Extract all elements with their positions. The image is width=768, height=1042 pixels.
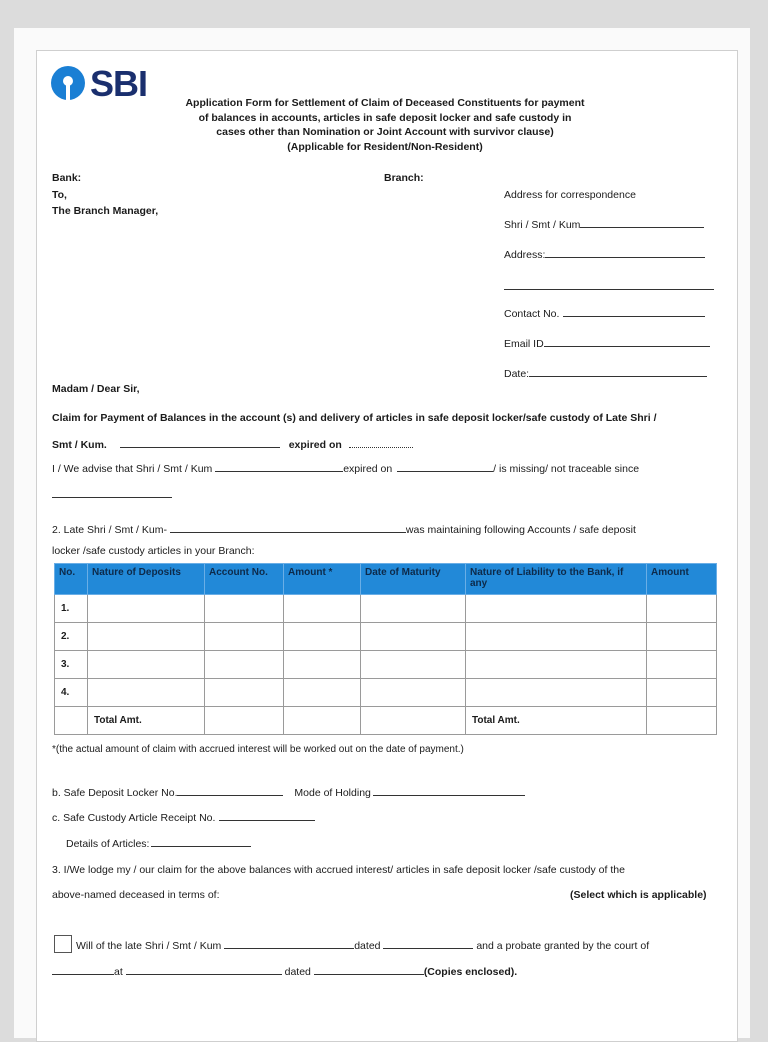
probate-label: and a probate granted by the court of — [476, 940, 650, 952]
section3-line-2: above-named deceased in terms of: — [52, 889, 220, 901]
table-cell[interactable] — [205, 623, 284, 651]
mode-label: Mode of Holding — [294, 787, 371, 799]
section2-prefix: 2. Late Shri / Smt / Kum- — [52, 524, 167, 536]
table-cell[interactable] — [284, 651, 361, 679]
copies-label: (Copies enclosed). — [423, 966, 518, 978]
table-cell[interactable] — [647, 595, 717, 623]
missing-since-line[interactable] — [52, 497, 172, 498]
claim-line-1: Claim for Payment of Balances in the account (s) and delivery of articles in safe deposit locker/safe custody of Late Shri / — [52, 412, 657, 424]
name-field[interactable] — [504, 219, 704, 231]
section3-line-1: 3. I/We lodge my / our claim for the above balances with accrued interest/ articles in safe deposit locker /safe custody of the — [52, 864, 625, 876]
total-label-left: Total Amt. — [88, 707, 205, 735]
contact-field[interactable] — [504, 308, 705, 320]
branch-label: Branch: — [384, 172, 424, 184]
deposits-table — [54, 563, 717, 735]
select-note: (Select which is applicable) — [570, 889, 707, 901]
email-line[interactable] — [544, 346, 710, 347]
table-cell[interactable] — [88, 651, 205, 679]
locker-no-line[interactable] — [177, 795, 283, 796]
table-cell[interactable] — [647, 623, 717, 651]
table-cell[interactable] — [466, 595, 647, 623]
advise-line — [52, 463, 639, 475]
col-date-of-maturity: Date of Maturity — [361, 564, 466, 595]
table-cell[interactable] — [88, 679, 205, 707]
row-number: 2. — [55, 623, 88, 651]
table-cell[interactable] — [205, 707, 284, 735]
table-cell[interactable] — [361, 595, 466, 623]
table-cell[interactable] — [284, 623, 361, 651]
advise-expired-label: expired on — [343, 463, 393, 475]
row-number: 3. — [55, 651, 88, 679]
bank-label: Bank: — [52, 172, 82, 184]
title-line: cases other than Nomination or Joint Account with survivor clause) — [216, 126, 554, 138]
will-date-line[interactable] — [383, 948, 473, 949]
details-line — [66, 838, 251, 850]
deceased-name-line[interactable] — [120, 447, 280, 448]
address-label: Address: — [504, 249, 546, 261]
col-liability: Nature of Liability to the Bank, if any — [466, 564, 647, 595]
section2-suffix: was maintaining following Accounts / safe deposit — [405, 524, 636, 536]
table-cell — [55, 707, 88, 735]
date-field[interactable] — [504, 368, 707, 380]
name-label: Shri / Smt / Kum — [504, 219, 581, 231]
sbi-keyhole-icon — [50, 65, 86, 101]
dated2-label: dated — [284, 966, 311, 978]
table-cell[interactable] — [466, 623, 647, 651]
advise-prefix: I / We advise that Shri / Smt / Kum — [52, 463, 213, 475]
advise-missing-label: / is missing/ not traceable since — [493, 463, 640, 475]
salutation: Madam / Dear Sir, — [52, 383, 140, 395]
table-row — [55, 679, 717, 707]
claim-line-2 — [52, 439, 413, 451]
table-cell[interactable] — [88, 595, 205, 623]
will-dated-label: dated — [354, 940, 381, 952]
will-name-line[interactable] — [224, 948, 354, 949]
total-row — [55, 707, 717, 735]
name-line[interactable] — [580, 227, 704, 228]
sbi-logo — [50, 65, 160, 105]
table-cell[interactable] — [466, 679, 647, 707]
table-cell[interactable] — [284, 707, 361, 735]
table-row — [55, 623, 717, 651]
custody-receipt-line[interactable] — [219, 820, 315, 821]
advise-date-line[interactable] — [397, 471, 493, 472]
custody-label: c. Safe Custody Article Receipt No. — [52, 812, 216, 824]
will-line-1 — [76, 940, 649, 952]
table-cell[interactable] — [88, 623, 205, 651]
dated2-line[interactable] — [314, 974, 424, 975]
table-cell[interactable] — [361, 707, 466, 735]
row-number: 4. — [55, 679, 88, 707]
col-nature-of-deposits: Nature of Deposits — [88, 564, 205, 595]
address-field[interactable] — [504, 249, 705, 261]
section2-line-2: locker /safe custody articles in your Branch: — [52, 545, 255, 557]
title-line: Application Form for Settlement of Claim of Deceased Constituents for payment — [185, 97, 585, 109]
locker-label: b. Safe Deposit Locker No. — [52, 787, 178, 799]
table-cell[interactable] — [647, 651, 717, 679]
locker-line — [52, 787, 525, 799]
expired-date-line[interactable] — [349, 447, 413, 448]
address-line-2[interactable] — [504, 289, 714, 290]
table-cell[interactable] — [361, 623, 466, 651]
footnote: *(the actual amount of claim with accrued interest will be worked out on the date of payment.) — [52, 744, 464, 755]
table-cell[interactable] — [205, 651, 284, 679]
table-cell[interactable] — [205, 679, 284, 707]
col-account-no: Account No. — [205, 564, 284, 595]
at-line[interactable] — [126, 974, 282, 975]
col-no: No. — [55, 564, 88, 595]
table-cell[interactable] — [361, 651, 466, 679]
table-cell[interactable] — [466, 651, 647, 679]
table-cell[interactable] — [284, 595, 361, 623]
will-checkbox[interactable] — [54, 935, 72, 953]
table-cell[interactable] — [647, 707, 717, 735]
custody-line — [52, 812, 315, 824]
court-line[interactable] — [52, 974, 114, 975]
section2-name-line[interactable] — [170, 532, 406, 533]
details-line-field[interactable] — [151, 846, 251, 847]
email-field[interactable] — [504, 338, 710, 350]
at-label: at — [114, 966, 123, 978]
row-number: 1. — [55, 595, 88, 623]
claim-title-prefix: Smt / Kum. — [52, 439, 107, 451]
correspondence-heading: Address for correspondence — [504, 189, 636, 201]
table-cell[interactable] — [647, 679, 717, 707]
section2-line-1 — [52, 524, 636, 536]
email-label: Email ID — [504, 338, 544, 350]
table-header-row — [55, 564, 717, 595]
to-label: To, — [52, 189, 67, 201]
table-cell[interactable] — [205, 595, 284, 623]
advise-name-line[interactable] — [215, 471, 343, 472]
form-title — [150, 96, 620, 154]
claim-expired-label: expired on — [288, 439, 342, 451]
details-label: Details of Articles: — [66, 838, 150, 850]
table-cell[interactable] — [361, 679, 466, 707]
table-row — [55, 595, 717, 623]
date-label: Date: — [504, 368, 530, 380]
mode-line[interactable] — [373, 795, 525, 796]
title-line: (Applicable for Resident/Non-Resident) — [287, 140, 483, 153]
table-cell[interactable] — [284, 679, 361, 707]
addressee: The Branch Manager, — [52, 205, 159, 217]
logo-brand-text: SBI — [90, 63, 148, 104]
title-line: of balances in accounts, articles in safe deposit locker and safe custody in — [198, 111, 572, 124]
contact-label: Contact No. — [504, 308, 560, 320]
col-amount-2: Amount — [647, 564, 717, 595]
will-prefix: Will of the late Shri / Smt / Kum — [76, 940, 222, 952]
will-line-2 — [52, 966, 517, 978]
date-line[interactable] — [529, 376, 707, 377]
col-amount: Amount * — [284, 564, 361, 595]
total-label-right: Total Amt. — [466, 707, 647, 735]
contact-line[interactable] — [563, 316, 705, 317]
address-line[interactable] — [545, 257, 705, 258]
table-row — [55, 651, 717, 679]
